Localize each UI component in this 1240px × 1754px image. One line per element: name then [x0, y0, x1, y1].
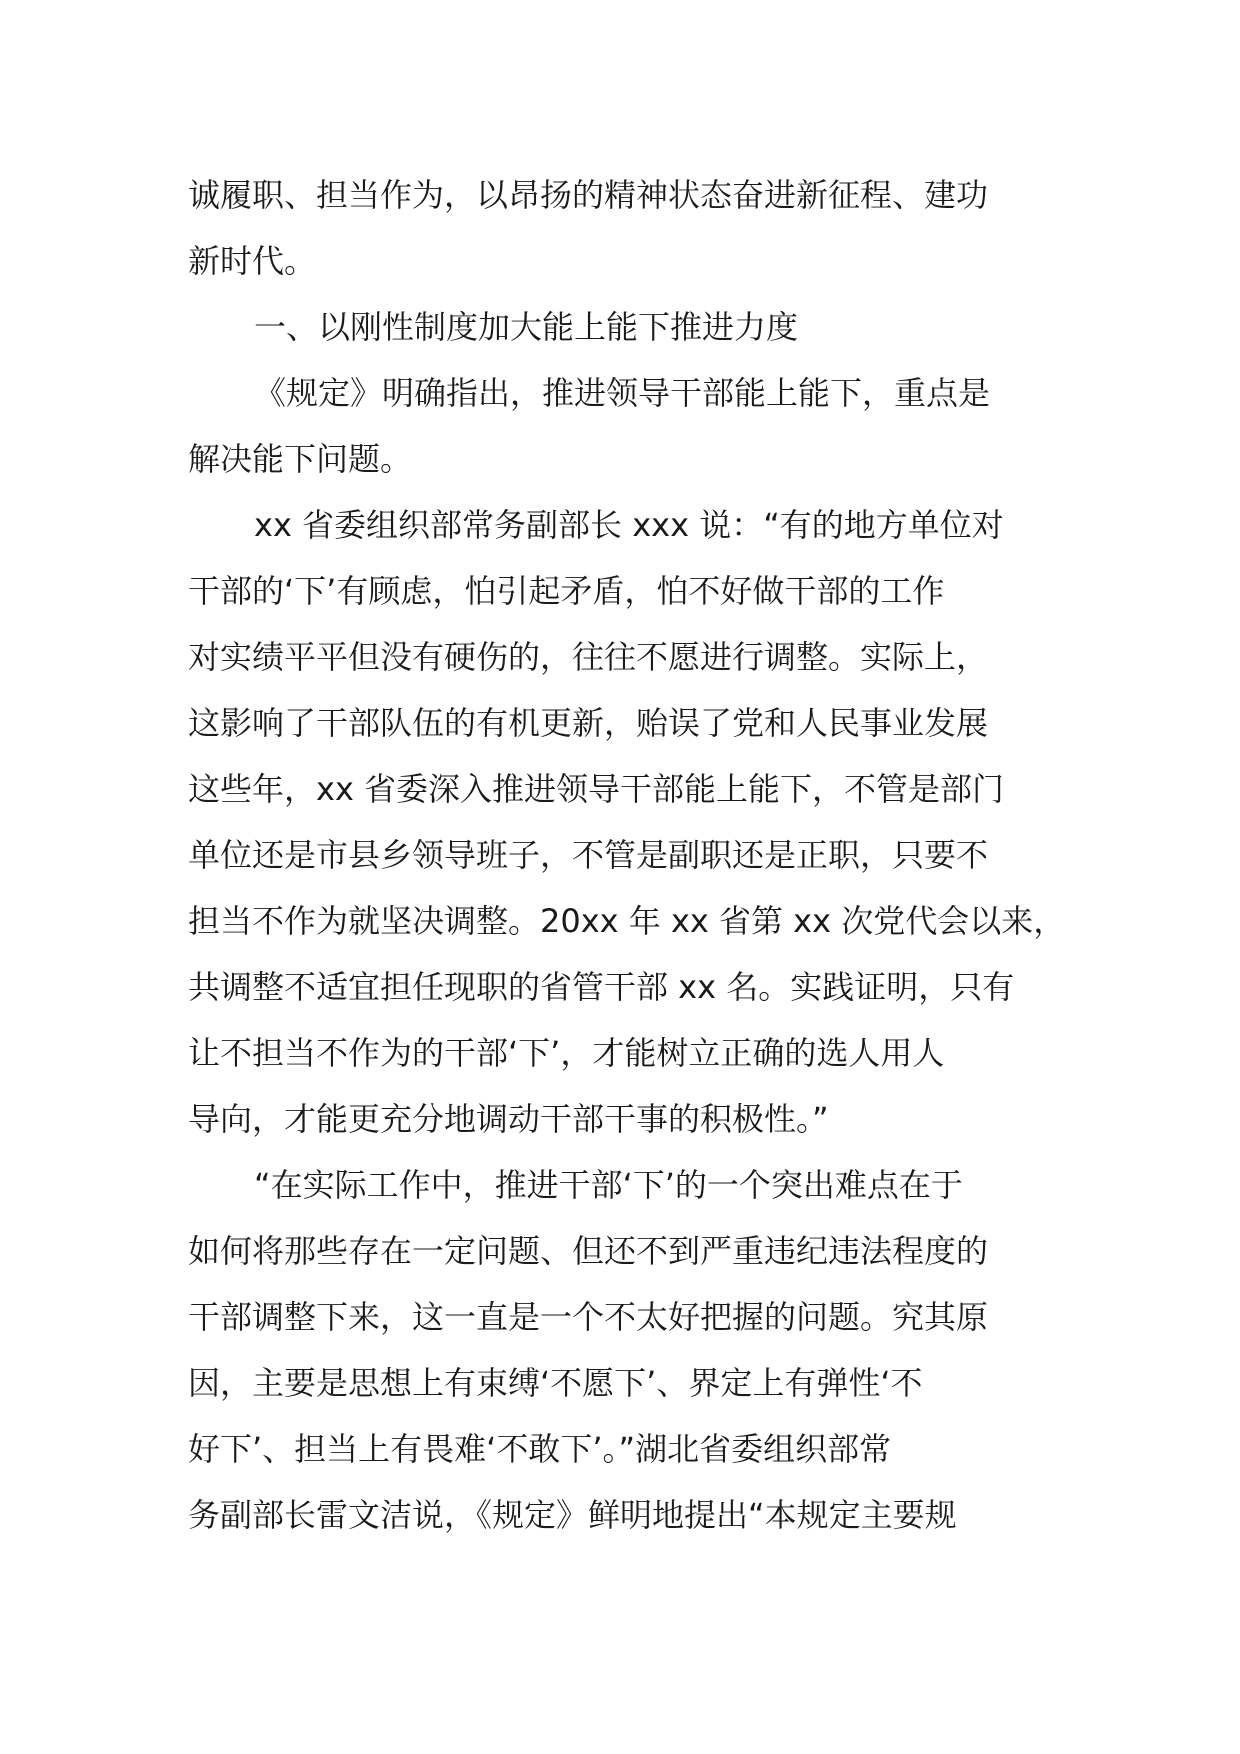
document-body — [188, 162, 1088, 1548]
text-line-13: 共调整不适宜担任现职的省管干部 xx 名。实践证明，只有 — [188, 968, 1015, 1006]
text-line-17: 如何将那些存在一定问题、但还不到严重违纪违法程度的 — [188, 1232, 989, 1270]
text-line-11: 单位还是市县乡领导班子，不管是副职还是正职，只要不 — [188, 836, 989, 874]
text-line-1: 诚履职、担当作为，以昂扬的精神状态奋进新征程、建功 — [188, 176, 989, 214]
text-line-15: 导向，才能更充分地调动干部干事的积极性。” — [188, 1100, 829, 1138]
text-line-7: 干部的‘下’有顾虑，怕引起矛盾，怕不好做干部的工作 — [188, 572, 945, 610]
text-line-6: xx 省委组织部常务副部长 xxx 说：“有的地方单位对 — [254, 506, 1004, 544]
text-line-20: 好下’、担当上有畏难‘不敢下’。”湖北省委组织部常 — [188, 1430, 892, 1468]
text-line-21: 务副部长雷文洁说，《规定》鲜明地提出“本规定主要规 — [188, 1496, 957, 1534]
text-line-8: 对实绩平平但没有硬伤的，往往不愿进行调整。实际上， — [188, 638, 989, 676]
text-line-10: 这些年，xx 省委深入推进领导干部能上能下，不管是部门 — [188, 770, 1005, 808]
text-line-14: 让不担当不作为的干部‘下’，才能树立正确的选人用人 — [188, 1034, 945, 1072]
text-line-2: 新时代。 — [188, 242, 317, 280]
text-line-9: 这影响了干部队伍的有机更新，贻误了党和人民事业发展 — [188, 704, 989, 742]
text-line-12: 担当不作为就坚决调整。20xx 年 xx 省第 xx 次党代会以来， — [188, 902, 1066, 940]
text-line-4: 《规定》明确指出，推进领导干部能上能下，重点是 — [254, 374, 991, 412]
text-line-18: 干部调整下来，这一直是一个不太好把握的问题。究其原 — [188, 1298, 989, 1336]
text-line-16: “在实际工作中，推进干部‘下’的一个突出难点在于 — [254, 1166, 963, 1204]
section-heading: 一、以刚性制度加大能上能下推进力度 — [254, 308, 799, 346]
text-line-19: 因，主要是思想上有束缚‘不愿下’、界定上有弹性‘不 — [188, 1364, 923, 1402]
text-line-5: 解决能下问题。 — [188, 440, 413, 478]
